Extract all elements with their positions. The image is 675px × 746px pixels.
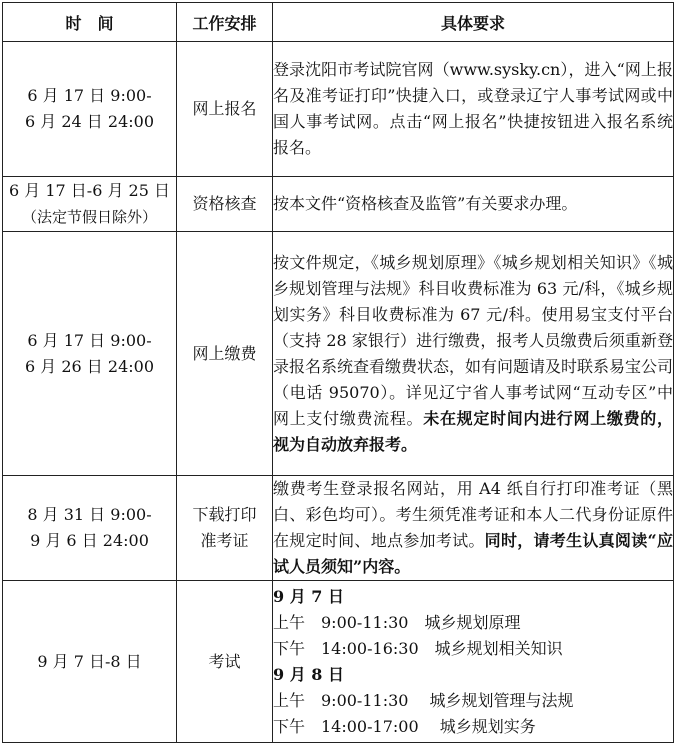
detail-bold-text: 未在规定时间内进行网上缴费的，视为自动放弃报考。: [273, 408, 673, 454]
header-row: [3, 3, 674, 42]
table-row: [3, 476, 674, 581]
exam-day: 9 月 8 日: [273, 664, 344, 684]
time-line: 6 月 17 日 9:00-: [27, 330, 152, 350]
exam-session: 下午 14:00-16:30 城乡规划相关知识: [273, 638, 563, 658]
task-cell: 资格核查: [177, 177, 273, 232]
task-cell: 网上缴费: [177, 232, 273, 476]
time-cell: [3, 177, 177, 232]
header-detail: 具体要求: [273, 3, 674, 42]
detail-cell: 按本文件“资格核查及监管”有关要求办理。: [273, 177, 674, 232]
task-cell: 考试: [177, 581, 273, 743]
detail-bold-text: 同时，请考生认真阅读“应试人员须知”内容。: [273, 531, 673, 576]
task-line: 准考证: [200, 531, 249, 550]
detail-cell: [273, 232, 674, 476]
time-cell: [3, 232, 177, 476]
time-line: 6 月 26 日 24:00: [25, 356, 154, 376]
detail-text: 缴费考生登录报名网站，用 A4 纸自行打印准考证（黑白、彩色均可）。考生须凭准考证和本人二代身份证原件在规定时间、地点参加考试。: [273, 479, 673, 550]
header-time: 时 间: [3, 3, 177, 42]
exam-session: 上午 9:00-11:30 城乡规划原理: [273, 612, 521, 632]
time-line: （法定节假日除外）: [21, 208, 157, 226]
time-line: 9 月 7 日-8 日: [37, 651, 142, 671]
table-row: [3, 232, 674, 476]
time-cell: [3, 476, 177, 581]
exam-session: 上午 9:00-11:30 城乡规划管理与法规: [273, 690, 574, 710]
task-line: 下载打印: [192, 505, 257, 524]
detail-cell: 登录沈阳市考试院官网（www.sysky.cn），进入“网上报名及准考证打印”快捷入口，或登录辽宁人事考试网或中国人事考试网。点击“网上报名”快捷按钮进入报名系统报名。: [273, 42, 674, 177]
time-cell: [3, 581, 177, 743]
task-cell: 网上报名: [177, 42, 273, 177]
time-line: 6 月 24 日 24:00: [25, 112, 154, 131]
exam-day: 9 月 7 日: [273, 586, 344, 606]
schedule-table: [2, 2, 674, 743]
table-row: [3, 42, 674, 177]
time-line: 9 月 6 日 24:00: [30, 531, 149, 550]
exam-schedule-cell: [273, 581, 674, 743]
detail-text: 按文件规定，《城乡规划原理》《城乡规划相关知识》《城乡规划管理与法规》科目收费标准为 63 元/科，《城乡规划实务》科目收费标准为 67 元/科。使用易宝支付平台（支持 28 家银行）进行缴费，报考人员缴费后须重新登录报名系统查看缴费状态，如有问题请及时联系易宝公司（电话 95070）。详见辽宁省人事考试网“互动专区”中网上支付缴费流程。: [273, 252, 674, 428]
table-row: [3, 177, 674, 232]
detail-cell: [273, 476, 674, 581]
header-task: 工作安排: [177, 3, 273, 42]
table-row: [3, 581, 674, 743]
time-line: 8 月 31 日 9:00-: [27, 505, 152, 524]
time-cell: [3, 42, 177, 177]
task-cell: [177, 476, 273, 581]
exam-session: 下午 14:00-17:00 城乡规划实务: [273, 716, 536, 736]
time-line: 6 月 17 日 9:00-: [27, 86, 152, 105]
time-line: 6 月 17 日-6 月 25 日: [8, 181, 170, 200]
